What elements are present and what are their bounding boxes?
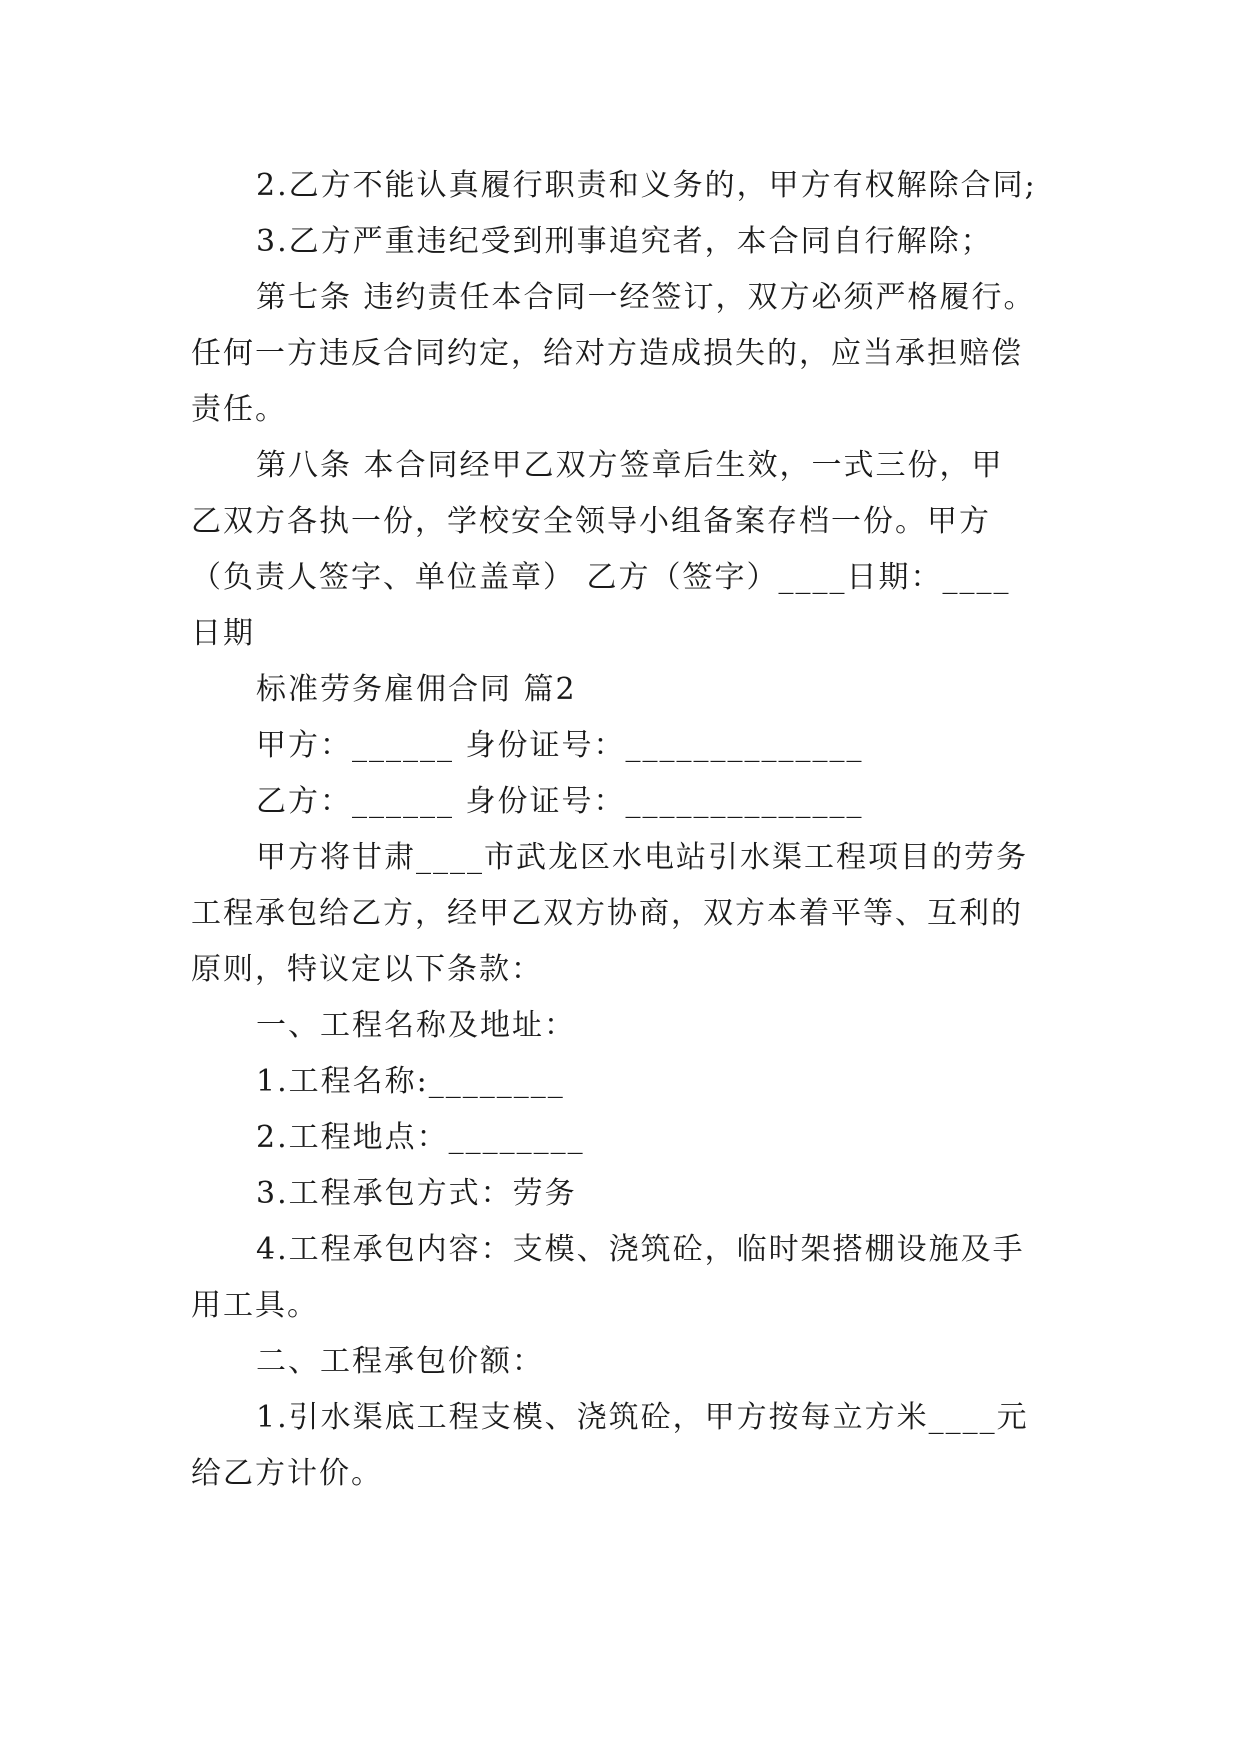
intro-line-2: 工程承包给乙方，经甲乙双方协商，双方本着平等、互利的 — [191, 896, 1023, 931]
intro-line-3: 原则，特议定以下条款： — [191, 952, 543, 987]
clause-6-item-3: 3.乙方严重违纪受到刑事追究者，本合同自行解除； — [256, 224, 993, 259]
section-1-heading: 一、工程名称及地址： — [256, 1008, 576, 1043]
signature-line: （负责人签字、单位盖章） 乙方（签字）____日期：____ — [191, 560, 1011, 595]
clause-7-line-2: 任何一方违反合同约定，给对方造成损失的，应当承担赔偿 — [191, 336, 1023, 371]
party-b-line: 乙方：______ 身份证号：______________ — [256, 784, 864, 819]
project-location-item: 2.工程地点：________ — [256, 1120, 585, 1155]
intro-line-1: 甲方将甘肃____市武龙区水电站引水渠工程项目的劳务 — [256, 840, 1028, 875]
contract-method-item: 3.工程承包方式：劳务 — [256, 1176, 577, 1211]
clause-7-line-1: 第七条 违约责任本合同一经签订，双方必须严格履行。 — [256, 280, 1036, 315]
price-item-line-2: 给乙方计价。 — [191, 1456, 383, 1491]
section-2-heading: 二、工程承包价额： — [256, 1344, 544, 1379]
clause-8-line-1: 第八条 本合同经甲乙双方签章后生效，一式三份，甲 — [256, 448, 1004, 483]
clause-7-line-3: 责任。 — [191, 392, 287, 427]
project-name-item: 1.工程名称:________ — [256, 1064, 565, 1099]
party-a-line: 甲方：______ 身份证号：______________ — [256, 728, 864, 763]
contract-content-line-2: 用工具。 — [191, 1288, 319, 1323]
clause-6-item-2: 2.乙方不能认真履行职责和义务的，甲方有权解除合同; — [256, 168, 1037, 203]
contract-content-line-1: 4.工程承包内容：支模、浇筑砼，临时架搭棚设施及手 — [256, 1232, 1025, 1267]
section-heading-2: 标准劳务雇佣合同 篇2 — [256, 672, 577, 707]
signature-date: 日期 — [191, 616, 255, 651]
price-item-line-1: 1.引水渠底工程支模、浇筑砼，甲方按每立方米____元 — [256, 1400, 1029, 1435]
clause-8-line-2: 乙双方各执一份，学校安全领导小组备案存档一份。甲方 — [191, 504, 991, 539]
